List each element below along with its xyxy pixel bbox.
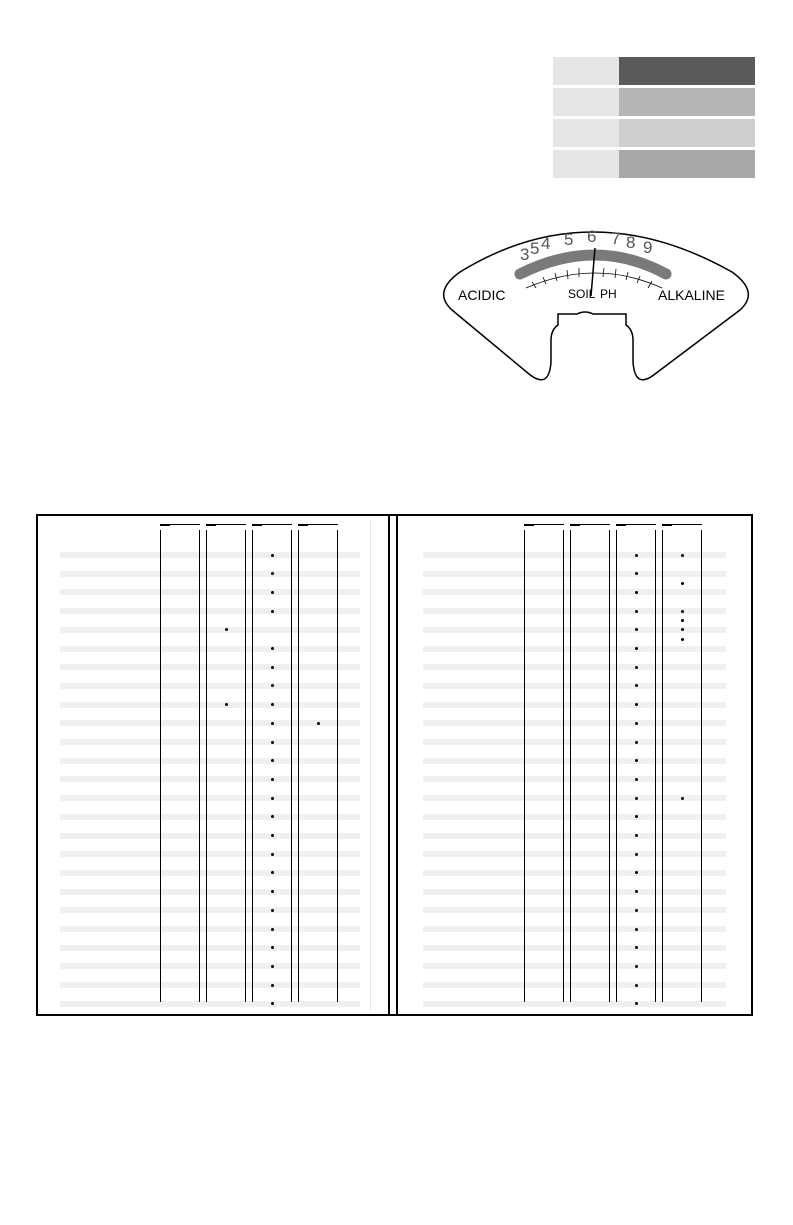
mark-dot — [635, 647, 638, 650]
mark-dot — [271, 591, 274, 594]
mark-dot — [635, 797, 638, 800]
mark-dot — [271, 984, 274, 987]
table-column-3 — [616, 530, 656, 1002]
mark-dot — [635, 909, 638, 912]
mark-dot — [635, 1002, 638, 1005]
mark-dot — [635, 572, 638, 575]
mark-dot — [271, 572, 274, 575]
scale-label-6: 6 — [587, 227, 597, 246]
mark-dot — [635, 890, 638, 893]
legend-label-blank — [553, 88, 619, 116]
mark-dot — [681, 610, 684, 613]
legend-swatch-light — [619, 119, 755, 147]
legend-row — [553, 88, 755, 116]
legend-label-blank — [553, 57, 619, 85]
meter-title-ph: PH — [600, 287, 617, 301]
mark-dot — [635, 591, 638, 594]
mark-dot — [271, 759, 274, 762]
mark-dot — [271, 815, 274, 818]
legend-row — [553, 119, 755, 147]
table-column-4 — [662, 530, 702, 1002]
legend-label-blank — [553, 119, 619, 147]
mark-dot — [635, 741, 638, 744]
mark-dot — [635, 834, 638, 837]
mark-dot — [681, 582, 684, 585]
mark-dot — [271, 797, 274, 800]
scale-label-4: 4 — [541, 234, 551, 253]
table-column-2 — [206, 530, 246, 1002]
column-header-cap — [616, 524, 656, 530]
mark-dot — [635, 628, 638, 631]
mark-dot — [635, 853, 638, 856]
mark-dot — [681, 628, 684, 631]
mark-dot — [635, 984, 638, 987]
legend-label-blank — [553, 150, 619, 178]
mark-dot — [271, 965, 274, 968]
column-header-cap — [570, 524, 610, 530]
mark-dot — [225, 703, 228, 706]
mark-dot — [635, 946, 638, 949]
table-column-2 — [570, 530, 610, 1002]
mark-dot — [681, 554, 684, 557]
mark-dot — [317, 722, 320, 725]
scale-label-5a: 5 — [530, 239, 540, 258]
table-divider — [388, 514, 398, 1016]
mark-dot — [271, 928, 274, 931]
mark-dot — [635, 815, 638, 818]
scale-label-9: 9 — [643, 238, 653, 257]
column-header-cap — [160, 524, 200, 530]
legend-swatch-mid — [619, 88, 755, 116]
legend-row — [553, 57, 755, 85]
meter-label-acidic: ACIDIC — [458, 287, 506, 303]
table-column-3 — [252, 530, 292, 1002]
scale-label-5: 5 — [564, 230, 574, 249]
table-column-1 — [160, 530, 200, 1002]
meter-label-alkaline: ALKALINE — [658, 287, 725, 303]
mark-dot — [635, 965, 638, 968]
scale-label-3: 3 — [520, 245, 530, 264]
table-column-1 — [524, 530, 564, 1002]
mark-dot — [271, 834, 274, 837]
column-header-cap — [206, 524, 246, 530]
column-header-cap — [252, 524, 292, 530]
mark-dot — [635, 610, 638, 613]
table-panel-right — [400, 516, 751, 1014]
meter-title-soil: SOIL — [568, 287, 596, 301]
column-header-cap — [524, 524, 564, 530]
mark-dot — [271, 610, 274, 613]
mark-dot — [635, 666, 638, 669]
column-header-cap — [298, 524, 338, 530]
mark-dot — [635, 703, 638, 706]
mark-dot — [635, 928, 638, 931]
mark-dot — [271, 778, 274, 781]
table-column-4 — [298, 530, 338, 1002]
mark-dot — [681, 619, 684, 622]
mark-dot — [271, 853, 274, 856]
mark-dot — [271, 741, 274, 744]
mark-dot — [225, 628, 228, 631]
mark-dot — [635, 554, 638, 557]
scale-label-8: 8 — [626, 233, 636, 252]
mark-dot — [271, 722, 274, 725]
mark-dot — [271, 666, 274, 669]
mark-dot — [271, 890, 274, 893]
mark-dot — [681, 638, 684, 641]
mark-dot — [635, 759, 638, 762]
table-panel-left — [38, 516, 388, 1014]
mark-dot — [681, 797, 684, 800]
mark-dot — [271, 554, 274, 557]
column-header-cap — [662, 524, 702, 530]
mark-dot — [271, 647, 274, 650]
mark-dot — [271, 909, 274, 912]
legend — [553, 57, 755, 181]
mark-dot — [635, 778, 638, 781]
legend-swatch-gray — [619, 150, 755, 178]
mark-dot — [271, 1002, 274, 1005]
scale-label-7: 7 — [611, 229, 621, 248]
soil-ph-meter — [440, 222, 752, 386]
legend-swatch-dark — [619, 57, 755, 85]
mark-dot — [635, 722, 638, 725]
mark-dot — [271, 946, 274, 949]
mark-dot — [271, 703, 274, 706]
legend-row — [553, 150, 755, 178]
